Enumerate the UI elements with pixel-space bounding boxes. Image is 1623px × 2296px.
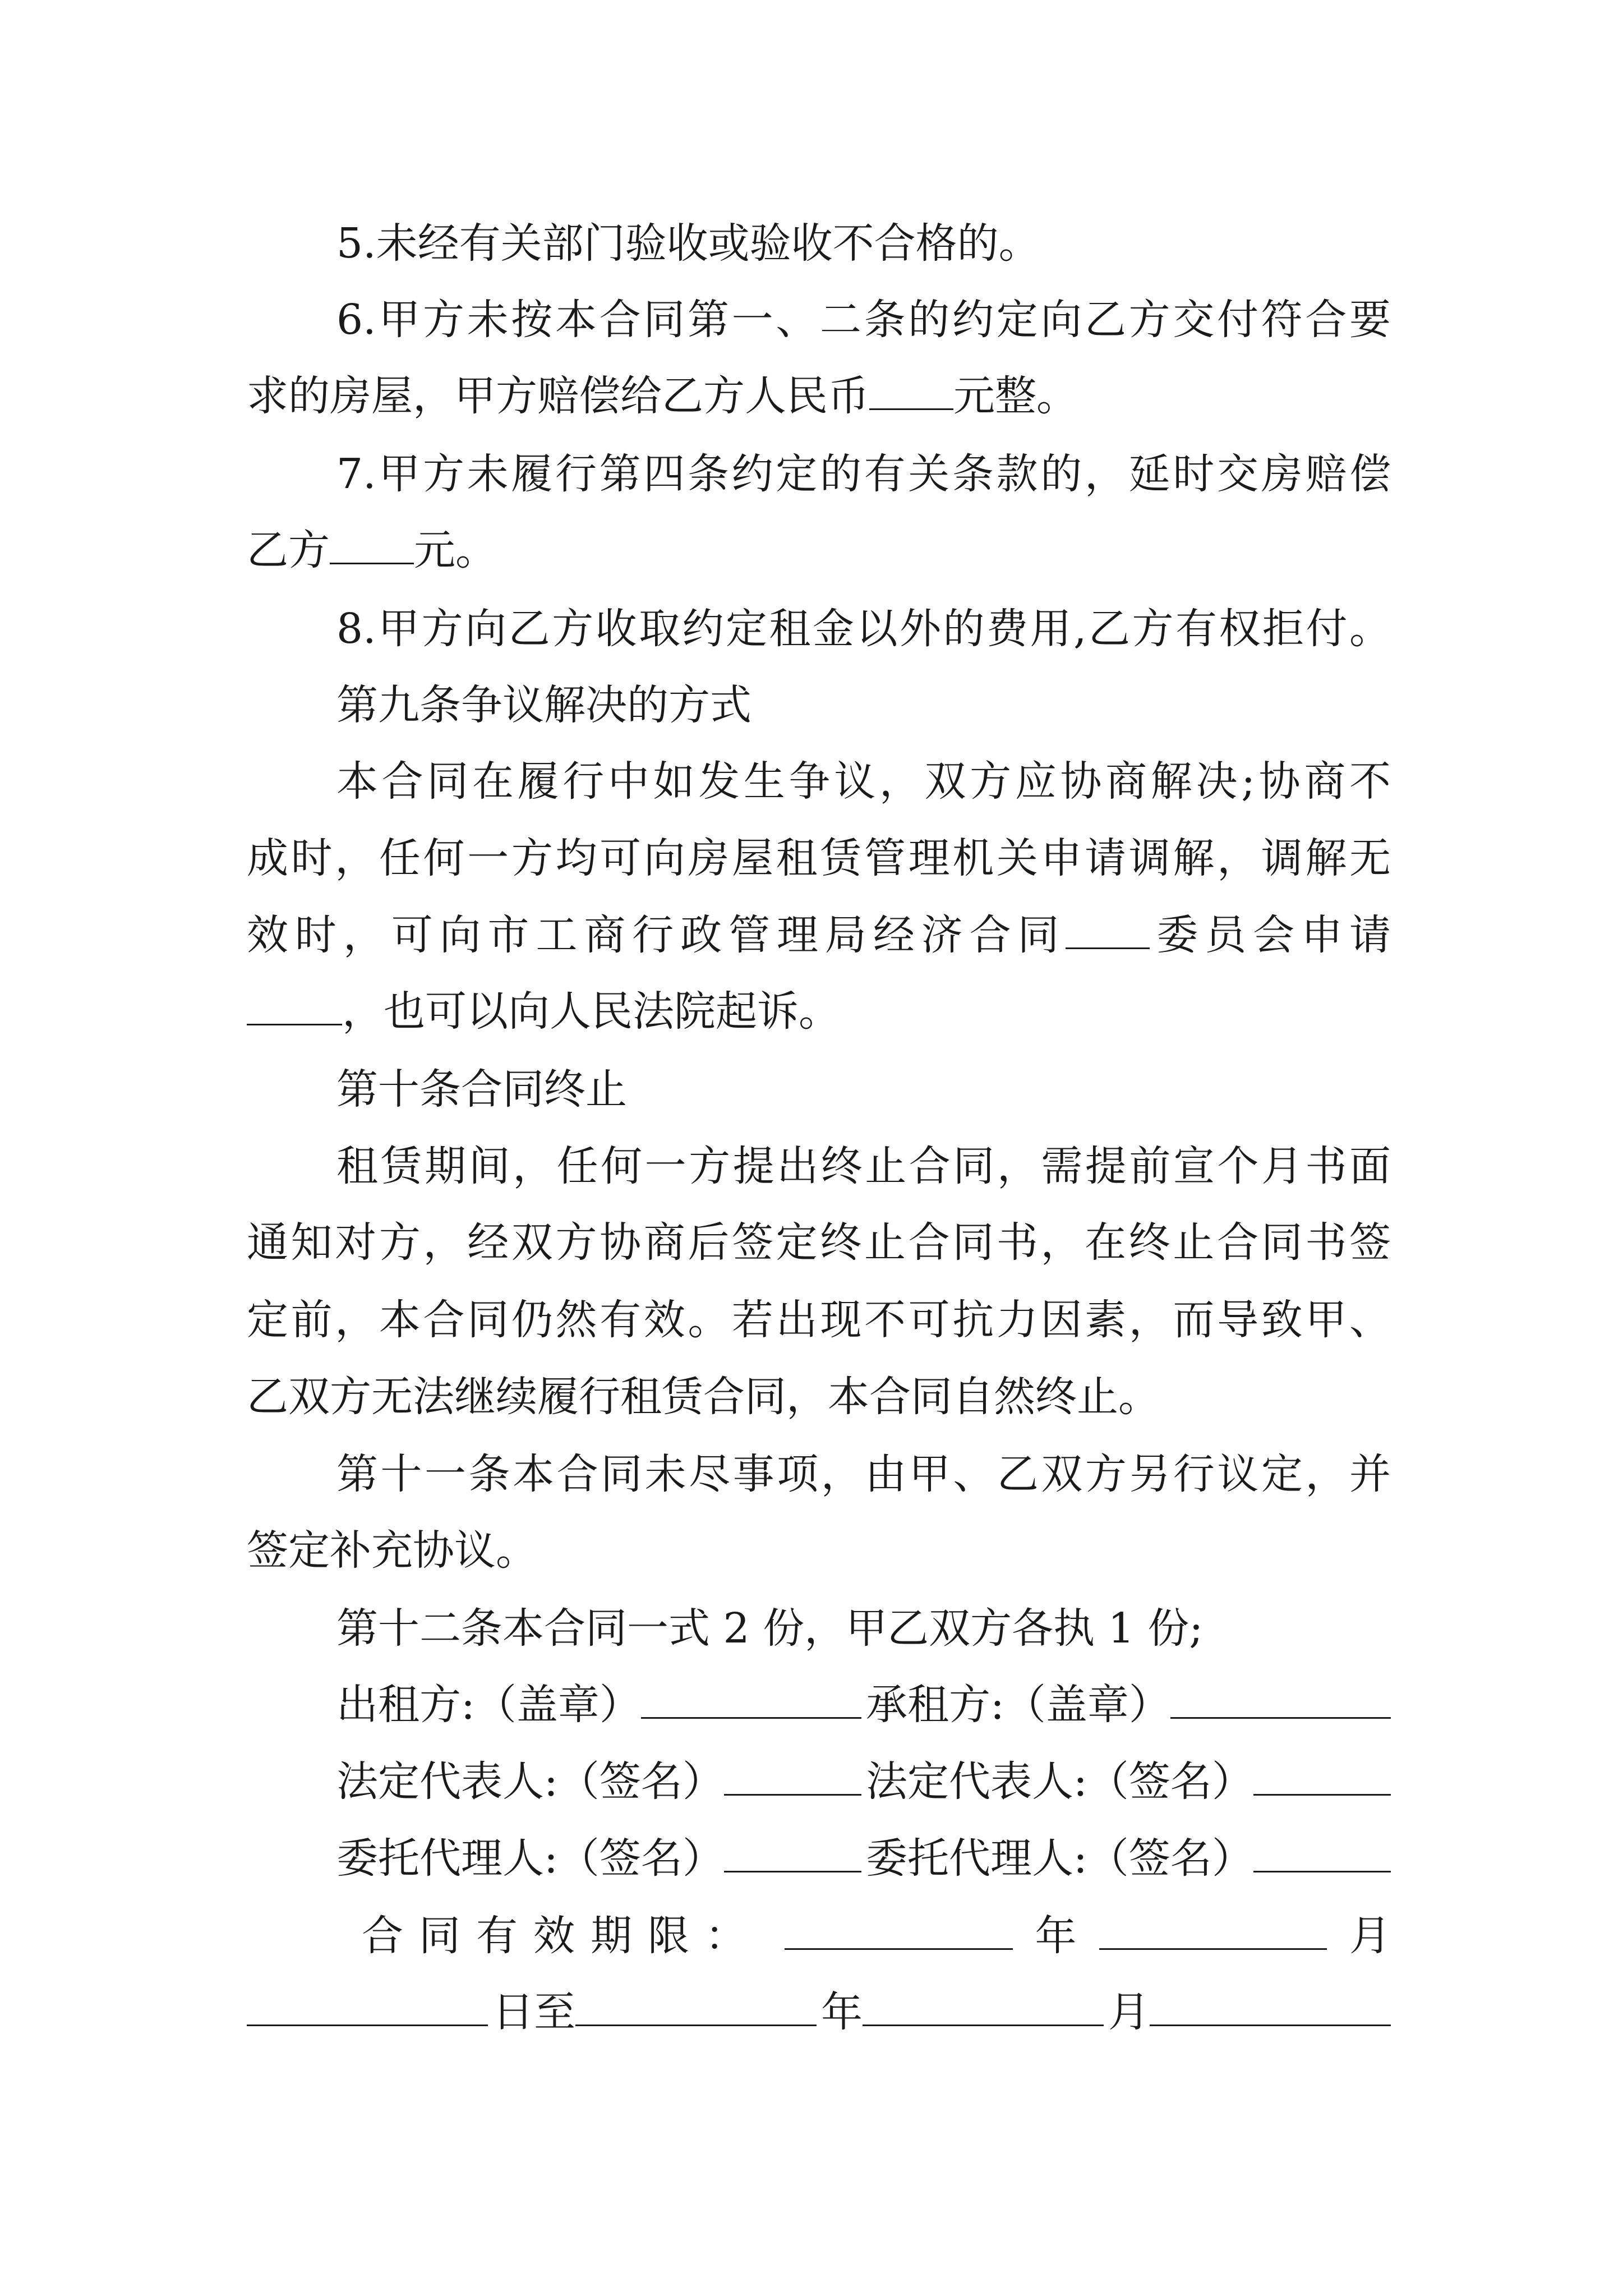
line-text: ，也可以向人民法院起诉。 [342,987,840,1036]
paragraph-line [247,1281,1391,1359]
line-text: 委员会申请 [1150,911,1391,959]
line-text: 6.甲方未按本合同第一、二条的约定向乙方交付符合要 [336,296,1391,344]
line-text: 签定补充协议。 [247,1526,537,1575]
paragraph-line [247,1589,1391,1668]
paragraph-line [247,280,1391,359]
paragraph-line [247,511,1391,590]
paragraph-line [247,1127,1391,1205]
lessor-legal-rep-field[interactable] [724,1756,861,1796]
lessee-agent-label: 委托代理人:（签名） [866,1834,1253,1883]
validity-row [247,1897,1391,1975]
lessee-seal-label: 承租方:（盖章） [866,1681,1170,1729]
paragraph-line [247,896,1391,974]
lessor-agent-label: 委托代理人:（签名） [336,1834,724,1883]
line-text: 乙双方无法继续履行租赁合同，本合同自然终止。 [247,1373,1160,1421]
validity-day-to-label: 日至 [492,1988,575,2036]
line-text: 第十条合同终止 [336,1065,627,1114]
line-text: 元整。 [953,372,1078,420]
lessee-agent-field[interactable] [1253,1833,1391,1872]
validity-end-day-field[interactable] [1150,1987,1391,2026]
validity-year-label: 年 [1035,1912,1077,1960]
blank-field[interactable] [1066,910,1150,949]
validity-start-year-field[interactable] [785,1911,1013,1950]
line-text: 效时，可向市工商行政管理局经济合同 [247,911,1066,959]
blank-field[interactable] [330,525,414,564]
line-text: 求的房屋，甲方赔偿给乙方人民币 [247,372,869,420]
line-text: 8.甲方向乙方收取约定租金以外的费用,乙方有权拒付。 [336,605,1391,653]
lessor-agent-field[interactable] [724,1833,861,1872]
blank-field[interactable] [869,371,953,410]
validity-end-month-field[interactable] [863,1987,1104,2026]
paragraph-line [247,1358,1391,1436]
line-text: 定前，本合同仍然有效。若出现不可抗力因素，而导致甲、 [247,1296,1391,1344]
section-heading [247,666,1391,744]
line-text: 本合同在履行中如发生争议，双方应协商解决;协商不 [336,757,1391,806]
paragraph-line [247,357,1391,435]
lessor-legal-rep-label: 法定代表人:（签名） [336,1757,724,1806]
signature-row-legal-rep [247,1742,1391,1821]
line-text: 通知对方，经双方协商后签定终止合同书，在终止合同书签 [247,1218,1391,1267]
paragraph-line [247,1511,1391,1590]
signature-row-seal [247,1665,1391,1744]
lessor-seal-field[interactable] [641,1680,861,1719]
validity-end-year-label: 年 [821,1988,863,2036]
paragraph-line [247,1203,1391,1282]
document-page [247,0,1391,2296]
signature-row-agent [247,1819,1391,1898]
paragraph-line [247,590,1391,668]
line-text: 成时，任何一方均可向房屋租赁管理机关申请调解，调解无 [247,834,1391,882]
validity-label: 合同有效期限： [362,1912,762,1960]
lessor-seal-label: 出租方:（盖章） [336,1681,641,1729]
line-text: 第十二条本合同一式 2 份，甲乙双方各执 1 份; [336,1604,1204,1653]
section-heading [247,1050,1391,1129]
blank-field[interactable] [247,986,342,1025]
paragraph-line [247,435,1391,513]
lessee-legal-rep-field[interactable] [1253,1756,1391,1796]
line-text: 第九条争议解决的方式 [336,681,751,729]
lessee-legal-rep-label: 法定代表人:（签名） [866,1757,1253,1806]
lessee-seal-field[interactable] [1170,1680,1391,1719]
line-text: 第十一条本合同未尽事项，由甲、乙双方另行议定，并 [336,1450,1391,1498]
paragraph-line [247,972,1391,1051]
validity-start-month-field[interactable] [1099,1911,1327,1950]
paragraph-line [247,819,1391,898]
paragraph-line [247,204,1391,283]
line-text: 元。 [414,526,497,574]
paragraph-line [247,742,1391,821]
validity-end-year-field[interactable] [575,1987,817,2026]
line-text: 乙方 [247,526,330,574]
line-text: 租赁期间，任何一方提出终止合同，需提前宣个月书面 [336,1142,1391,1190]
line-text: 7.甲方未履行第四条约定的有关条款的，延时交房赔偿 [336,450,1391,498]
validity-end-month-label: 月 [1108,1988,1150,2036]
validity-start-day-field[interactable] [247,1987,488,2026]
validity-row-2 [247,1973,1391,2051]
line-text: 5.未经有关部门验收或验收不合格的。 [336,219,1040,268]
paragraph-line [247,1435,1391,1513]
validity-month-label: 月 [1349,1912,1391,1960]
